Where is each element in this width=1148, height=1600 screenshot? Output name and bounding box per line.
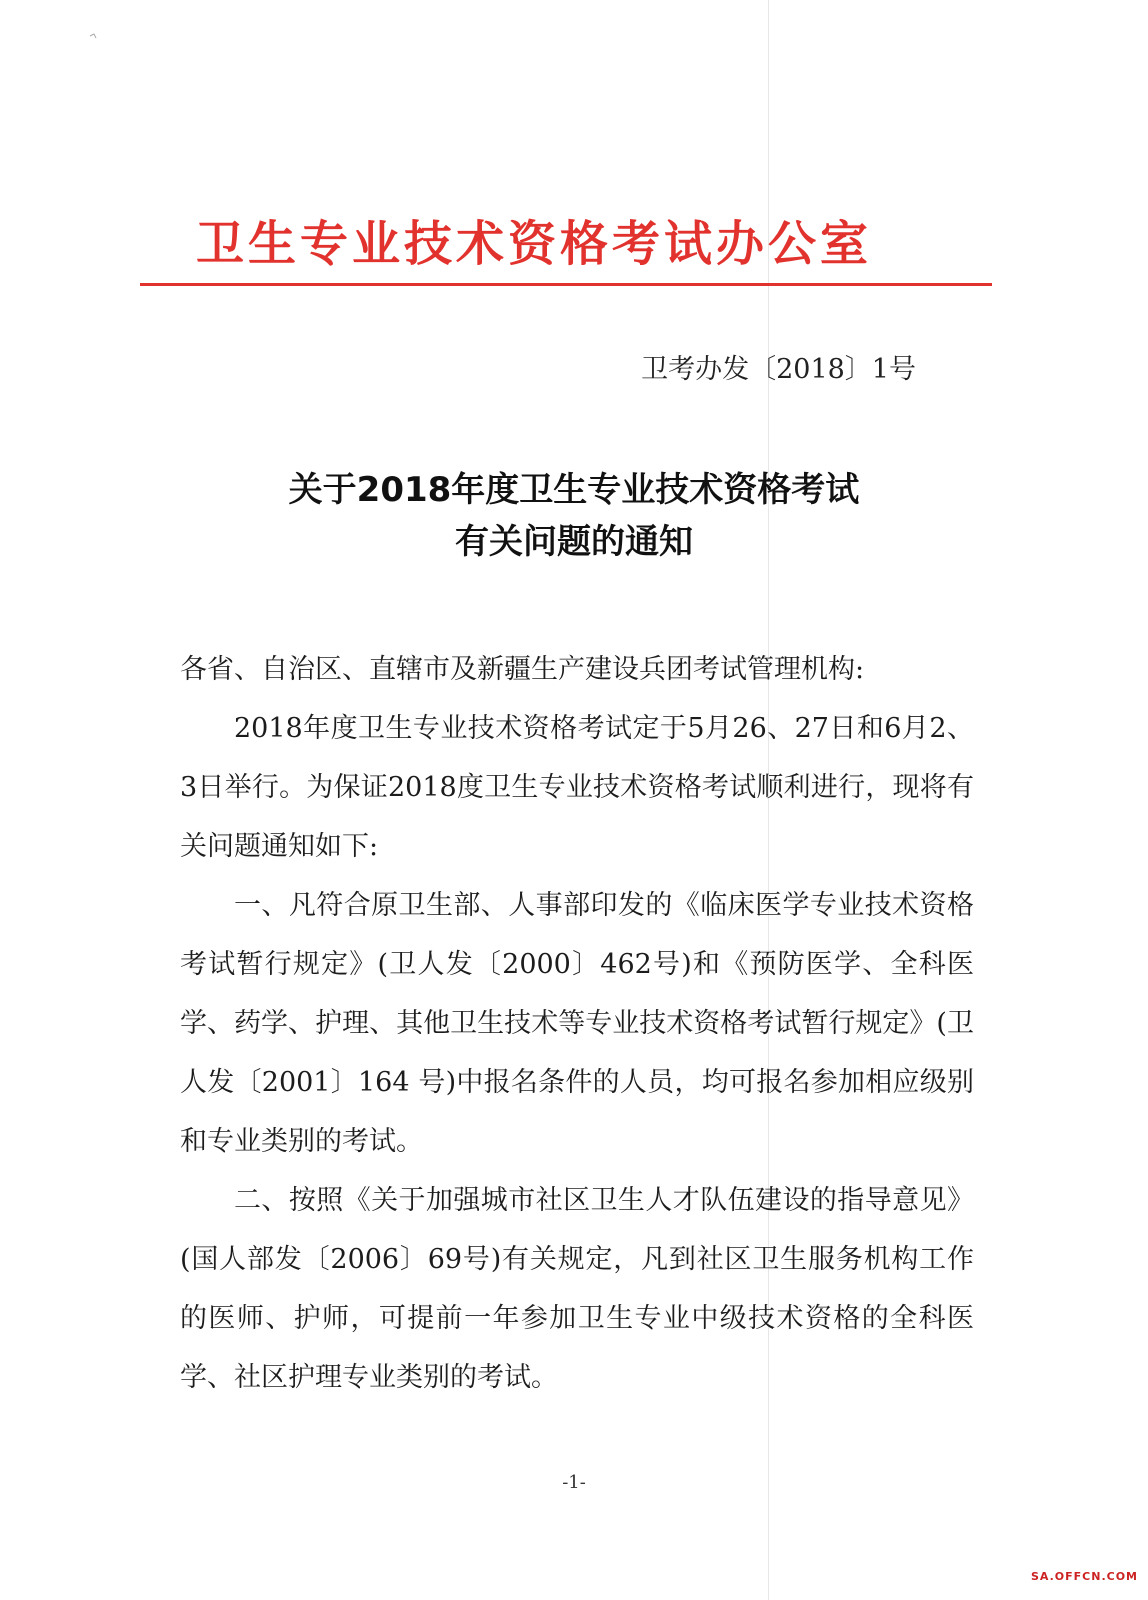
site-watermark: SA.OFFCN.COM xyxy=(1018,1562,1138,1592)
scan-speck-icon xyxy=(86,28,106,48)
notice-title xyxy=(140,464,1008,568)
title-line-2: 有关问题的通知 xyxy=(455,522,693,562)
notice-body xyxy=(180,640,974,1407)
salutation: 各省、自治区、直辖市及新疆生产建设兵团考试管理机构: xyxy=(180,654,865,685)
issuing-organization: 卫生专业技术资格考试办公室 xyxy=(196,216,873,272)
paragraph-item-2: 二、按照《关于加强城市社区卫生人才队伍建设的指导意见》(国人部发〔2006〕69号)有关规定，凡到社区卫生服务机构工作的医师、护师，可提前一年参加卫生专业中级技术资格的全科医学、社区护理专业类别的考试。 xyxy=(180,1185,974,1393)
paragraph-item-1: 一、凡符合原卫生部、人事部印发的《临床医学专业技术资格考试暂行规定》(卫人发〔2000〕462号)和《预防医学、全科医学、药学、护理、其他卫生技术等专业技术资格考试暂行规定》(卫人发〔2001〕164 号)中报名条件的人员，均可报名参加相应级别和专业类别的考试。 xyxy=(180,890,974,1157)
page-number: -1- xyxy=(562,1472,586,1493)
paragraph-intro: 2018年度卫生专业技术资格考试定于5月26、27日和6月2、3日举行。为保证2018度卫生专业技术资格考试顺利进行，现将有关问题通知如下: xyxy=(180,713,974,862)
title-line-1: 关于2018年度卫生专业技术资格考试 xyxy=(288,470,860,510)
document-number: 卫考办发〔2018〕1号 xyxy=(641,354,916,385)
header-red-rule xyxy=(140,283,992,286)
